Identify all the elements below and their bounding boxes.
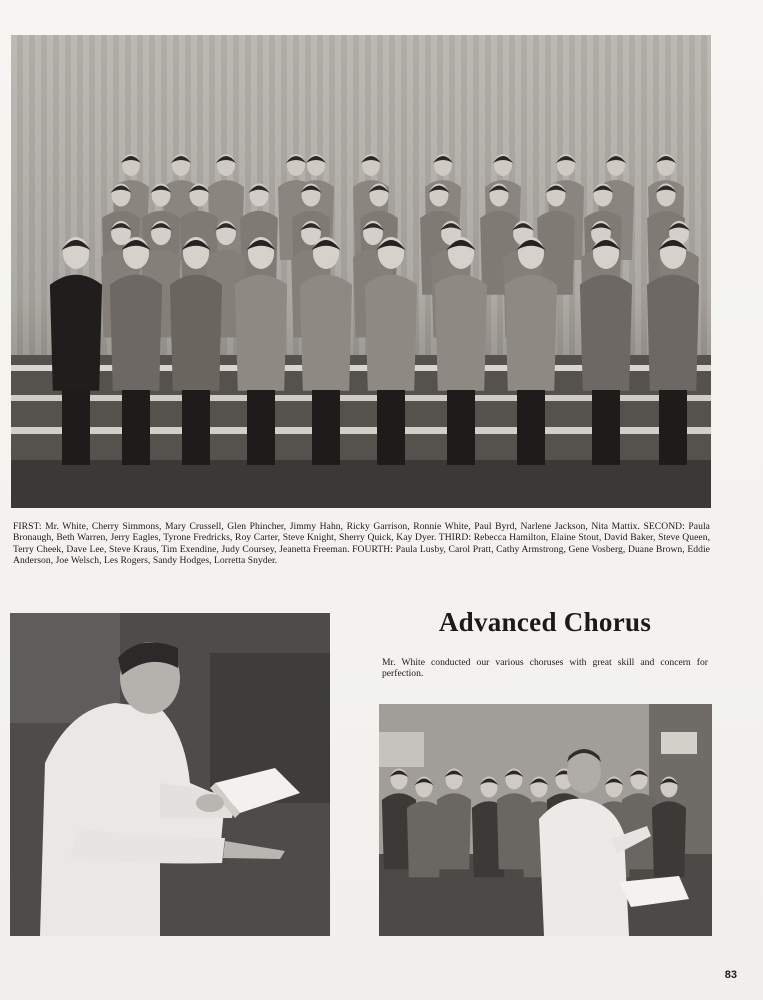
- caption-first-names: Mr. White, Cherry Simmons, Mary Crussell, Glen Phincher, Jimmy Hahn, Ricky Garrison, Ronnie White, Paul Byrd, Narlene Jackson, Nita Mattix.: [45, 521, 640, 532]
- person-legs: [247, 390, 275, 465]
- rehearsal-photo: [379, 704, 712, 936]
- rehearsal-photo-drawing: [379, 704, 712, 936]
- caption-second-names: Paula Bronaugh, Beth Warren, Jerry Eagles, Tyrone Fredricks, Roy Carter, Steve Knight, Sherry Quick, Kay Dyer.: [13, 521, 710, 544]
- section-title: Advanced Chorus: [438, 607, 652, 637]
- person-legs: [122, 390, 150, 465]
- person-legs: [447, 390, 475, 465]
- person-legs: [659, 390, 687, 465]
- person-legs: [312, 390, 340, 465]
- caption-third-label: THIRD:: [438, 532, 472, 544]
- caption-first-label: FIRST:: [13, 521, 42, 532]
- person-legs: [517, 390, 545, 465]
- chorus-group-photo: [11, 35, 711, 508]
- conductor-photo: [10, 613, 330, 936]
- page-number: 83: [724, 969, 737, 981]
- person-silhouette: [50, 237, 102, 391]
- group-photo-caption: [13, 521, 710, 567]
- person-legs: [377, 390, 405, 465]
- caption-fourth-label: FOURTH:: [352, 543, 393, 555]
- person-legs: [62, 390, 90, 465]
- person-legs: [592, 390, 620, 465]
- conductor-photo-drawing: [10, 613, 330, 936]
- person-legs: [182, 390, 210, 465]
- section-intro: Mr. White conducted our various choruses with great skill and concern for perfection.: [382, 657, 708, 680]
- chorus-group-photo-drawing: [11, 35, 711, 508]
- caption-fourth-names: Paula Lusby, Carol Pratt, Cathy Armstrong, Gene Vosberg, Duane Brown, Eddie Anderson, Joe Welsch, Les Rogers, Sandy Hodges, Lorretta Snyder.: [13, 543, 710, 567]
- caption-third-names: Rebecca Hamilton, Elaine Stout, David Baker, Steve Queen, Terry Cheek, Dave Lee, Steve Kraus, Tim Exendine, Judy Coursey, Jeanetta Freeman.: [13, 532, 711, 555]
- caption-second-label: SECOND:: [643, 521, 685, 532]
